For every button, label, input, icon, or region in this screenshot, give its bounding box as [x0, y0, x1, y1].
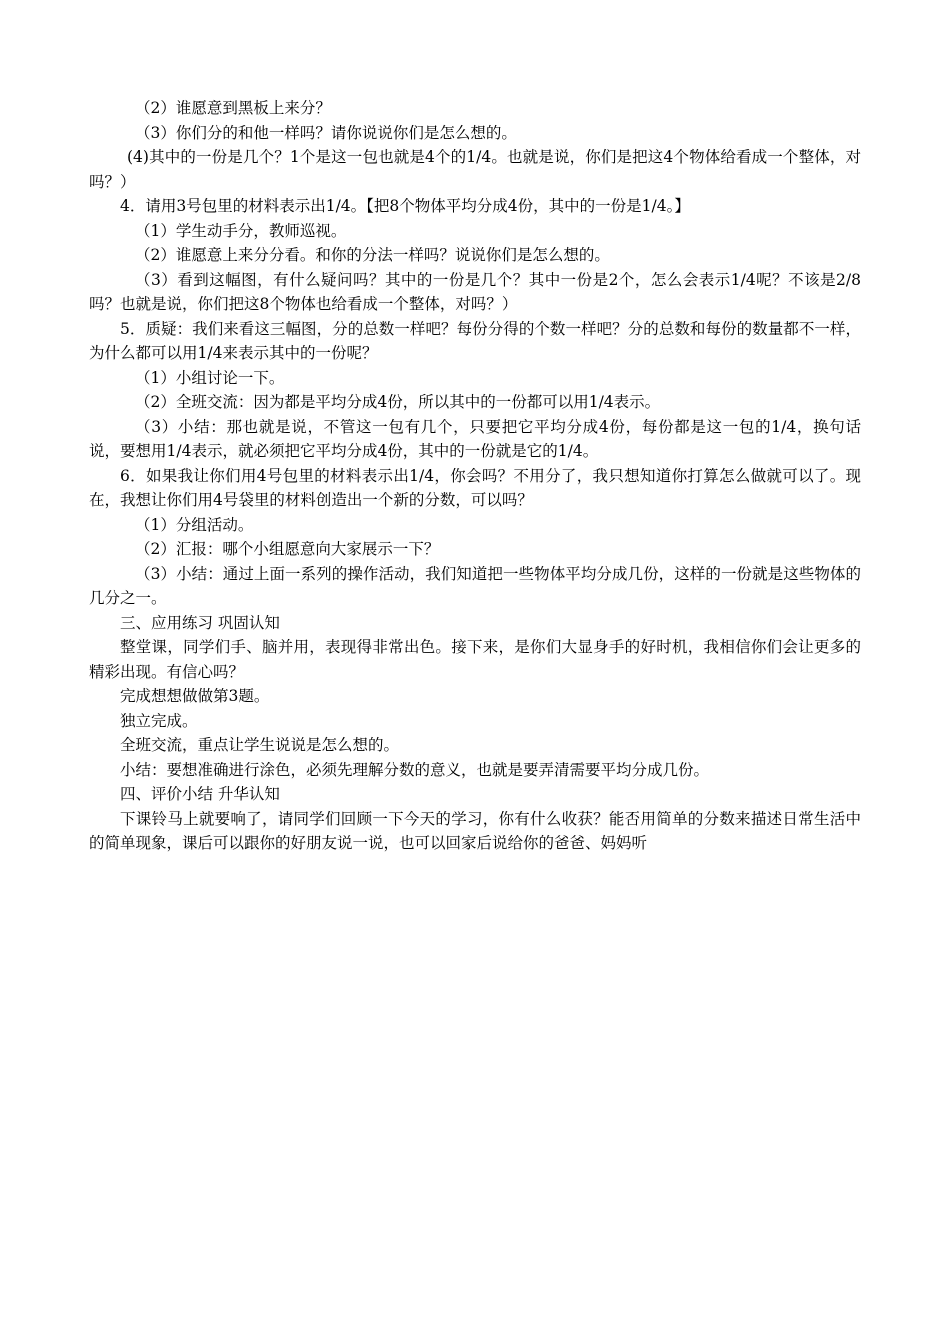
section-heading: 四、评价小结 升华认知 [120, 785, 280, 803]
section-item: 6．如果我让你们用4号包里的材料表示出1/4，你会吗？不用分了，我只想知道你打算怎么做就可以了。现在，我想让你们用4号袋里的材料创造出一个新的分数，可以吗？ [89, 466, 861, 509]
paragraph: （3）你们分的和他一样吗？请你说说你们是怎么想的。 [135, 123, 517, 142]
paragraph: （2）谁愿意到黑板上来分？ [135, 99, 331, 117]
paragraph: 独立完成。 [120, 711, 198, 730]
section-item: 5．质疑：我们来看这三幅图，分的总数一样吧？每份分得的个数一样吧？分的总数和每份的数量都不一样，为什么都可以用1/4来表示其中的一份呢？ [89, 319, 861, 362]
paragraph: 下课铃马上就要响了，请同学们回顾一下今天的学习，你有什么收获？能否用简单的分数来描述日常生活中的简单现象，课后可以跟你的好朋友说一说，也可以回家后说给你的爸爸、妈妈听 [89, 809, 861, 852]
section-heading: 三、应用练习 巩固认知 [120, 613, 280, 632]
paragraph: （3）看到这幅图，有什么疑问吗？其中的一份是几个？其中一份是2个，怎么会表示1/4呢？不该是2/8吗？也就是说，你们把这8个物体也给看成一个整体，对吗？） [89, 270, 861, 313]
paragraph: （1）学生动手分，教师巡视。 [135, 221, 347, 240]
paragraph: （2）谁愿意上来分分看。和你的分法一样吗？说说你们是怎么想的。 [135, 246, 610, 264]
paragraph: 全班交流，重点让学生说说是怎么想的。 [120, 736, 400, 754]
paragraph: (4)其中的一份是几个？1个是这一包也就是4个的1/4。也就是说，你们是把这4个物体给看成一个整体，对吗？） [89, 148, 861, 191]
paragraph: （2）汇报：哪个小组愿意向大家展示一下？ [135, 540, 440, 558]
paragraph: （3）小结：通过上面一系列的操作活动，我们知道把一些物体平均分成几份，这样的一份就是这些物体的几分之一。 [89, 564, 861, 607]
section-item: 4．请用3号包里的材料表示出1/4。【把8个物体平均分成4份，其中的一份是1/4。】 [120, 197, 690, 215]
paragraph: 整堂课，同学们手、脑并用，表现得非常出色。接下来，是你们大显身手的好时机，我相信你们会让更多的精彩出现。有信心吗？ [89, 638, 861, 681]
paragraph: （3）小结：那也就是说，不管这一包有几个，只要把它平均分成4份，每份都是这一包的1/4，换句话说，要想用1/4表示，就必须把它平均分成4份，其中的一份就是它的1/4。 [89, 417, 861, 460]
paragraph: 小结：要想准确进行涂色，必须先理解分数的意义，也就是要弄清需要平均分成几份。 [120, 760, 710, 779]
document-page [89, 96, 861, 856]
paragraph: 完成想想做做第3题。 [120, 687, 270, 705]
paragraph: （1）分组活动。 [135, 515, 254, 534]
paragraph: （1）小组讨论一下。 [135, 368, 285, 387]
paragraph: （2）全班交流：因为都是平均分成4份，所以其中的一份都可以用1/4表示。 [135, 393, 661, 411]
